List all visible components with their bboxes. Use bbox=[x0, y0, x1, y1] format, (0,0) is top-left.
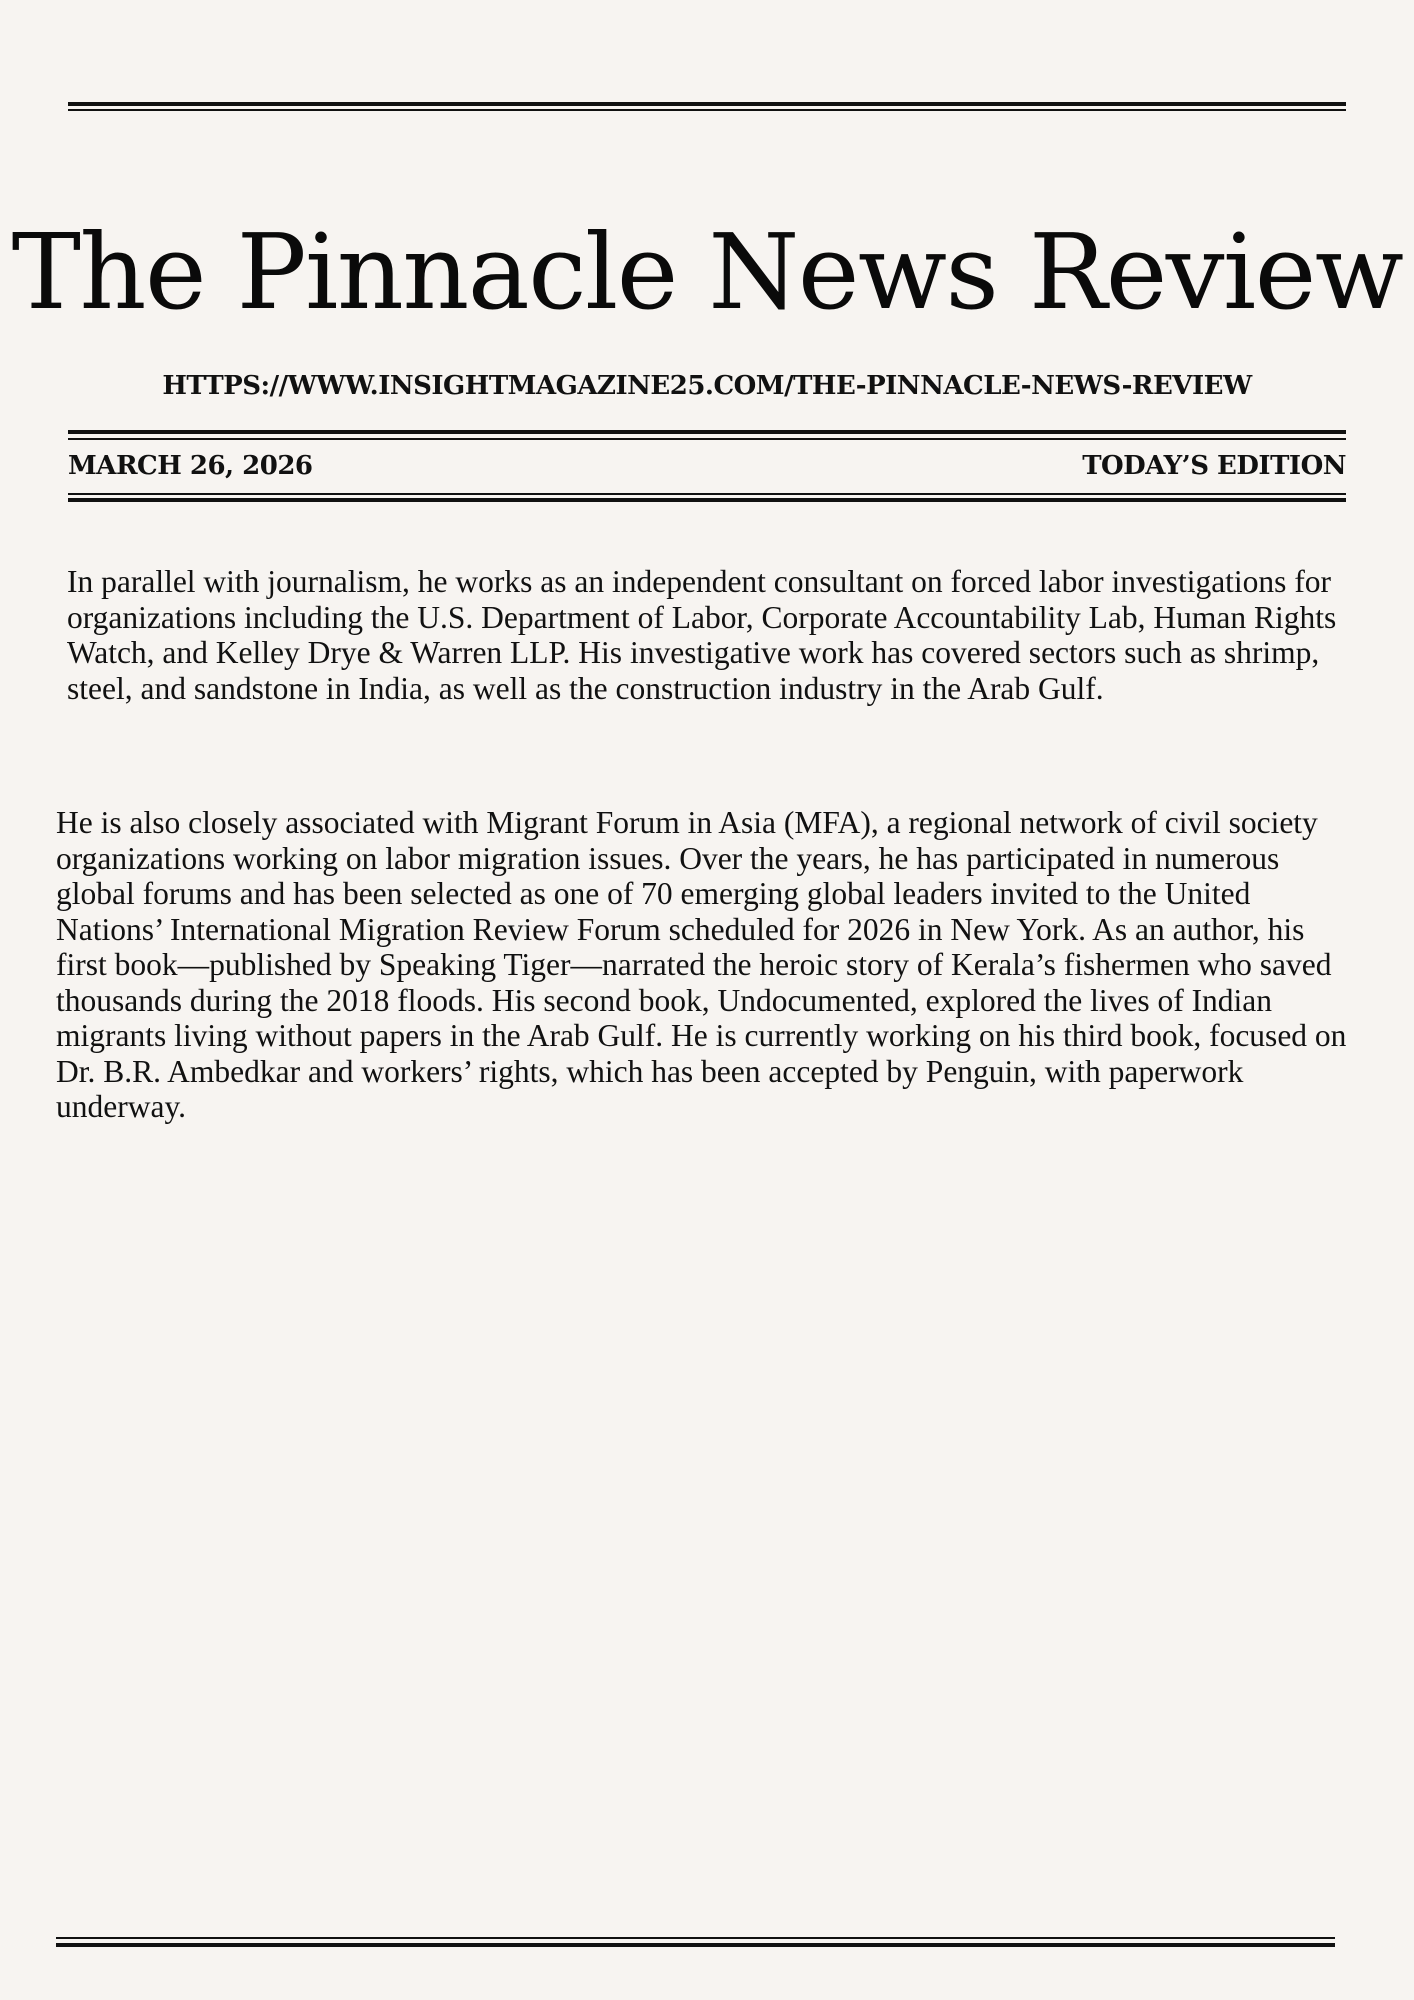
dateline-top-rule-thin bbox=[68, 438, 1346, 440]
bottom-rule-thick bbox=[56, 1943, 1335, 1947]
dateline-bottom-rule-thin bbox=[68, 493, 1346, 495]
top-rule-thick bbox=[68, 102, 1346, 106]
edition-date: MARCH 26, 2026 bbox=[68, 451, 313, 481]
top-rule-thin bbox=[68, 109, 1346, 111]
dateline-bottom-rule-thick bbox=[68, 498, 1346, 502]
dateline-top-rule-thick bbox=[68, 430, 1346, 434]
dateline bbox=[68, 448, 1346, 484]
masthead-title: The Pinnacle News Review bbox=[11, 211, 1403, 333]
masthead-url: HTTPS://WWW.INSIGHTMAGAZINE25.COM/THE-PINNACLE-NEWS-REVIEW bbox=[162, 371, 1252, 401]
bottom-rule-thin bbox=[56, 1937, 1335, 1939]
article-paragraph: In parallel with journalism, he works as an independent consultant on forced labor investigations for organizations including the U.S. Department of Labor, Corporate Accountability Lab, Human Rights Watch, and Kelley Drye & Warren LLP. His investigative work has covered sectors such as shrimp, steel, and sandstone in India, as well as the construction industry in the Arab Gulf. bbox=[67, 564, 1337, 706]
edition-label: TODAY’S EDITION bbox=[1082, 451, 1346, 481]
article-paragraph: He is also closely associated with Migrant Forum in Asia (MFA), a regional network of civil society organizations working on labor migration issues. Over the years, he has participated in numerous global forums and has been selected as one of 70 emerging global leaders invited to the United Nations’ International Migration Review Forum scheduled for 2026 in New York. As an author, his first book—published by Speaking Tiger—narrated the heroic story of Kerala’s fishermen who saved thousands during the 2018 floods. His second book, Undocumented, explored the lives of Indian migrants living without papers in the Arab Gulf. He is currently working on his third book, focused on Dr. B.R. Ambedkar and workers’ rights, which has been accepted by Penguin, with paperwork underway. bbox=[56, 805, 1347, 1124]
